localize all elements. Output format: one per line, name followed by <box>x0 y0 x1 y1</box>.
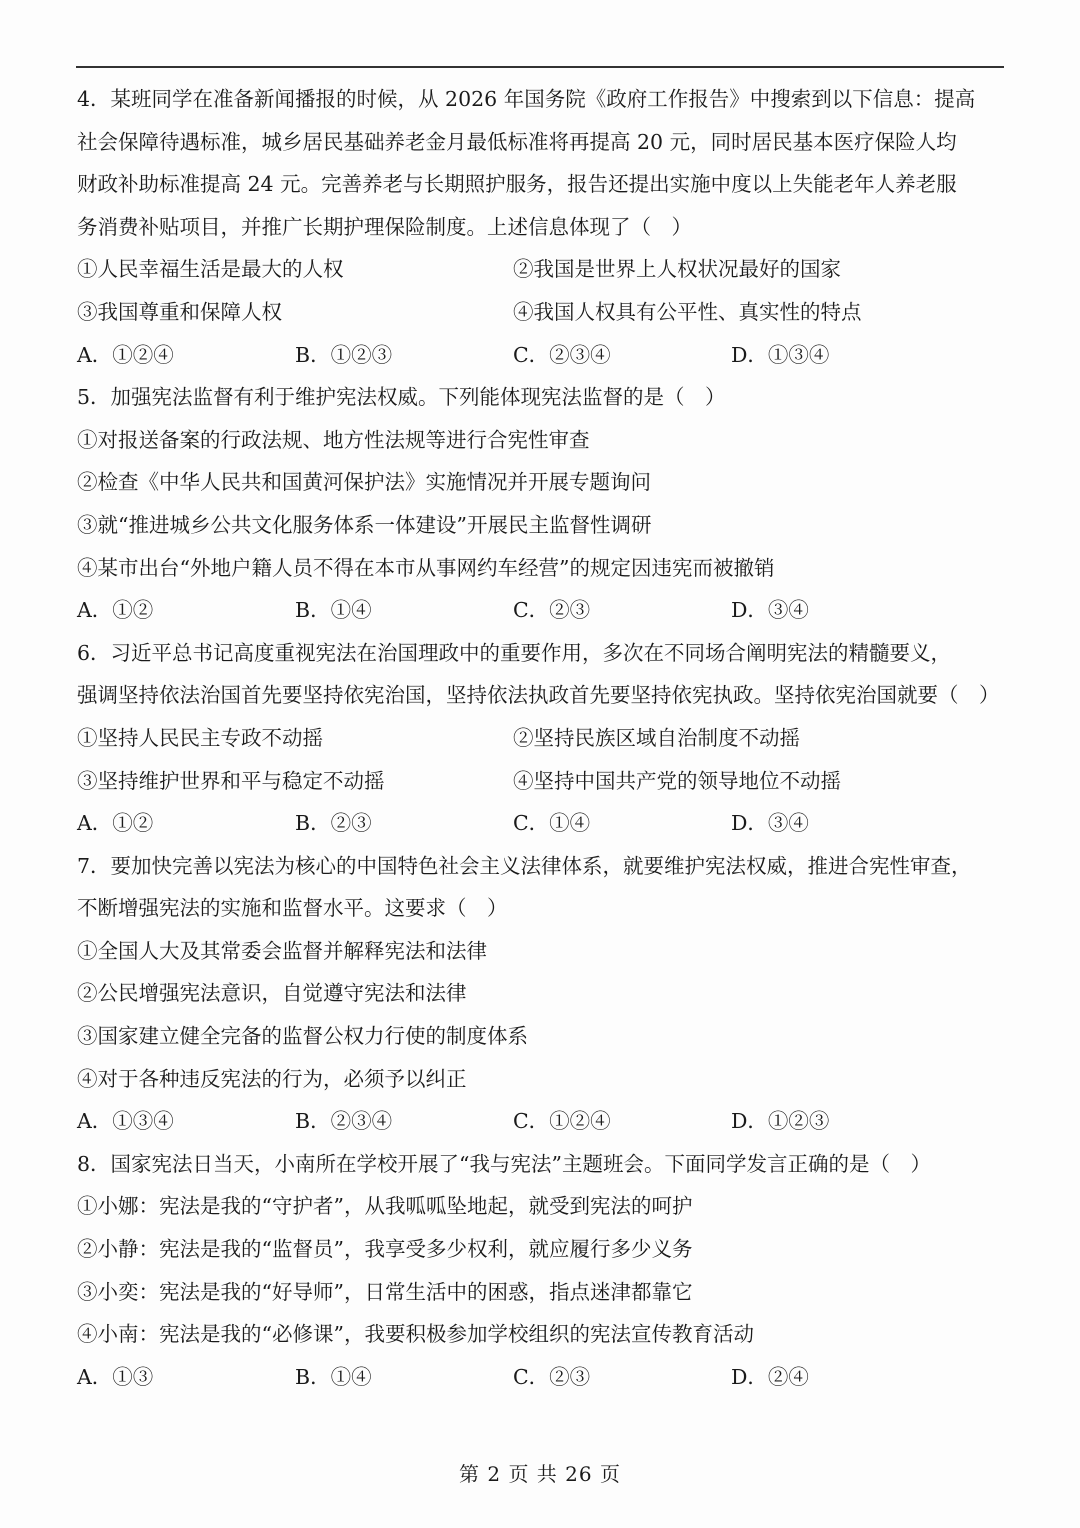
choice-c: C．①②④ <box>513 1109 611 1134</box>
question-stem-line: 财政补助标准提高 24 元。完善养老与长期照护服务，报告还提出实施中度以上失能老年人养老服 <box>77 172 957 197</box>
choice-b: B．②③ <box>295 811 372 836</box>
question-stem-line: 强调坚持依法治国首先要坚持依宪治国，坚持依法执政首先要坚持依宪执政。坚持依宪治国就要（ ） <box>77 683 1000 708</box>
choice-d: D．①③④ <box>731 342 830 367</box>
choice-a: A．①②④ <box>77 342 174 367</box>
question-stem-line: 务消费补贴项目，并推广长期护理保险制度。上述信息体现了（ ） <box>77 214 692 239</box>
question-stem-line: 5．加强宪法监督有利于维护宪法权威。下列能体现宪法监督的是（ ） <box>77 385 726 410</box>
statement-2: ②小静：宪法是我的“监督员”，我享受多少权利，就应履行多少义务 <box>77 1237 693 1262</box>
statement-2: ②我国是世界上人权状况最好的国家 <box>513 257 841 282</box>
choice-d: D．①②③ <box>731 1109 830 1134</box>
statement-3: ③我国尊重和保障人权 <box>77 299 282 324</box>
header-rule <box>76 66 1004 68</box>
statement-4: ④对于各种违反宪法的行为，必须予以纠正 <box>77 1066 467 1091</box>
choice-b: B．①④ <box>295 598 372 623</box>
choice-c: C．②③④ <box>513 342 611 367</box>
statement-row <box>77 248 1007 291</box>
choice-a: A．①② <box>77 598 154 623</box>
statement-2: ②检查《中华人民共和国黄河保护法》实施情况并开展专题询问 <box>77 470 651 495</box>
statement-3: ③国家建立健全完备的监督公权力行使的制度体系 <box>77 1024 528 1049</box>
choice-d: D．③④ <box>731 598 809 623</box>
choice-c: C．②③ <box>513 1364 591 1389</box>
choice-c: C．②③ <box>513 598 591 623</box>
statement-3: ③小奕：宪法是我的“好导师”，日常生活中的困惑，指点迷津都靠它 <box>77 1279 693 1304</box>
statement-4: ④坚持中国共产党的领导地位不动摇 <box>513 768 841 793</box>
question-stem-line: 不断增强宪法的实施和监督水平。这要求（ ） <box>77 896 508 921</box>
question-5 <box>77 376 1007 632</box>
statement-3: ③就“推进城乡公共文化服务体系一体建设”开展民主监督性调研 <box>77 512 652 537</box>
question-stem-line: 7．要加快完善以宪法为核心的中国特色社会主义法律体系，就要维护宪法权威，推进合宪性审查， <box>77 853 972 878</box>
question-stem-line: 8．国家宪法日当天，小南所在学校开展了“我与宪法”主题班会。下面同学发言正确的是（ ） <box>77 1151 932 1176</box>
statement-2: ②公民增强宪法意识，自觉遵守宪法和法律 <box>77 981 467 1006</box>
choice-b: B．②③④ <box>295 1109 393 1134</box>
question-stem-line: 6．习近平总书记高度重视宪法在治国理政中的重要作用，多次在不同场合阐明宪法的精髓要义， <box>77 640 952 665</box>
choice-a: A．①② <box>77 811 154 836</box>
choice-b: B．①②③ <box>295 342 393 367</box>
statement-4: ④某市出台“外地户籍人员不得在本市从事网约车经营”的规定因违宪而被撤销 <box>77 555 775 580</box>
answer-choices <box>77 1356 1007 1399</box>
statement-3: ③坚持维护世界和平与稳定不动摇 <box>77 768 385 793</box>
choice-c: C．①④ <box>513 811 591 836</box>
choice-d: D．③④ <box>731 811 809 836</box>
choice-d: D．②④ <box>731 1364 809 1389</box>
question-8 <box>77 1143 1007 1399</box>
statement-2: ②坚持民族区域自治制度不动摇 <box>513 725 800 750</box>
question-stem-line: 4．某班同学在准备新闻播报的时候，从 2026 年国务院《政府工作报告》中搜索到以下信息：提高 <box>77 87 976 111</box>
statement-4: ④我国人权具有公平性、真实性的特点 <box>513 299 862 324</box>
statement-4: ④小南：宪法是我的“必修课”，我要积极参加学校组织的宪法宣传教育活动 <box>77 1322 754 1347</box>
answer-choices <box>77 589 1007 632</box>
statement-1: ①全国人大及其常委会监督并解释宪法和法律 <box>77 938 487 963</box>
statement-1: ①对报送备案的行政法规、地方性法规等进行合宪性审查 <box>77 427 590 452</box>
question-6 <box>77 632 1007 845</box>
statement-1: ①人民幸福生活是最大的人权 <box>77 257 344 282</box>
statement-1: ①坚持人民民主专政不动摇 <box>77 725 323 750</box>
statement-row <box>77 291 1007 334</box>
choice-b: B．①④ <box>295 1364 372 1389</box>
choice-a: A．①③ <box>77 1364 154 1389</box>
statement-row <box>77 760 1007 803</box>
page-number: 第 2 页 共 26 页 <box>459 1462 621 1486</box>
statement-row <box>77 717 1007 760</box>
choice-a: A．①③④ <box>77 1109 174 1134</box>
answer-choices <box>77 1100 1007 1143</box>
question-4 <box>77 78 1007 376</box>
answer-choices <box>77 334 1007 377</box>
statement-1: ①小娜：宪法是我的“守护者”，从我呱呱坠地起，就受到宪法的呵护 <box>77 1194 693 1219</box>
question-list <box>77 78 1007 1398</box>
answer-choices <box>77 802 1007 845</box>
question-7 <box>77 845 1007 1143</box>
question-stem-line: 社会保障待遇标准，城乡居民基础养老金月最低标准将再提高 20 元，同时居民基本医疗保险人均 <box>77 129 957 154</box>
